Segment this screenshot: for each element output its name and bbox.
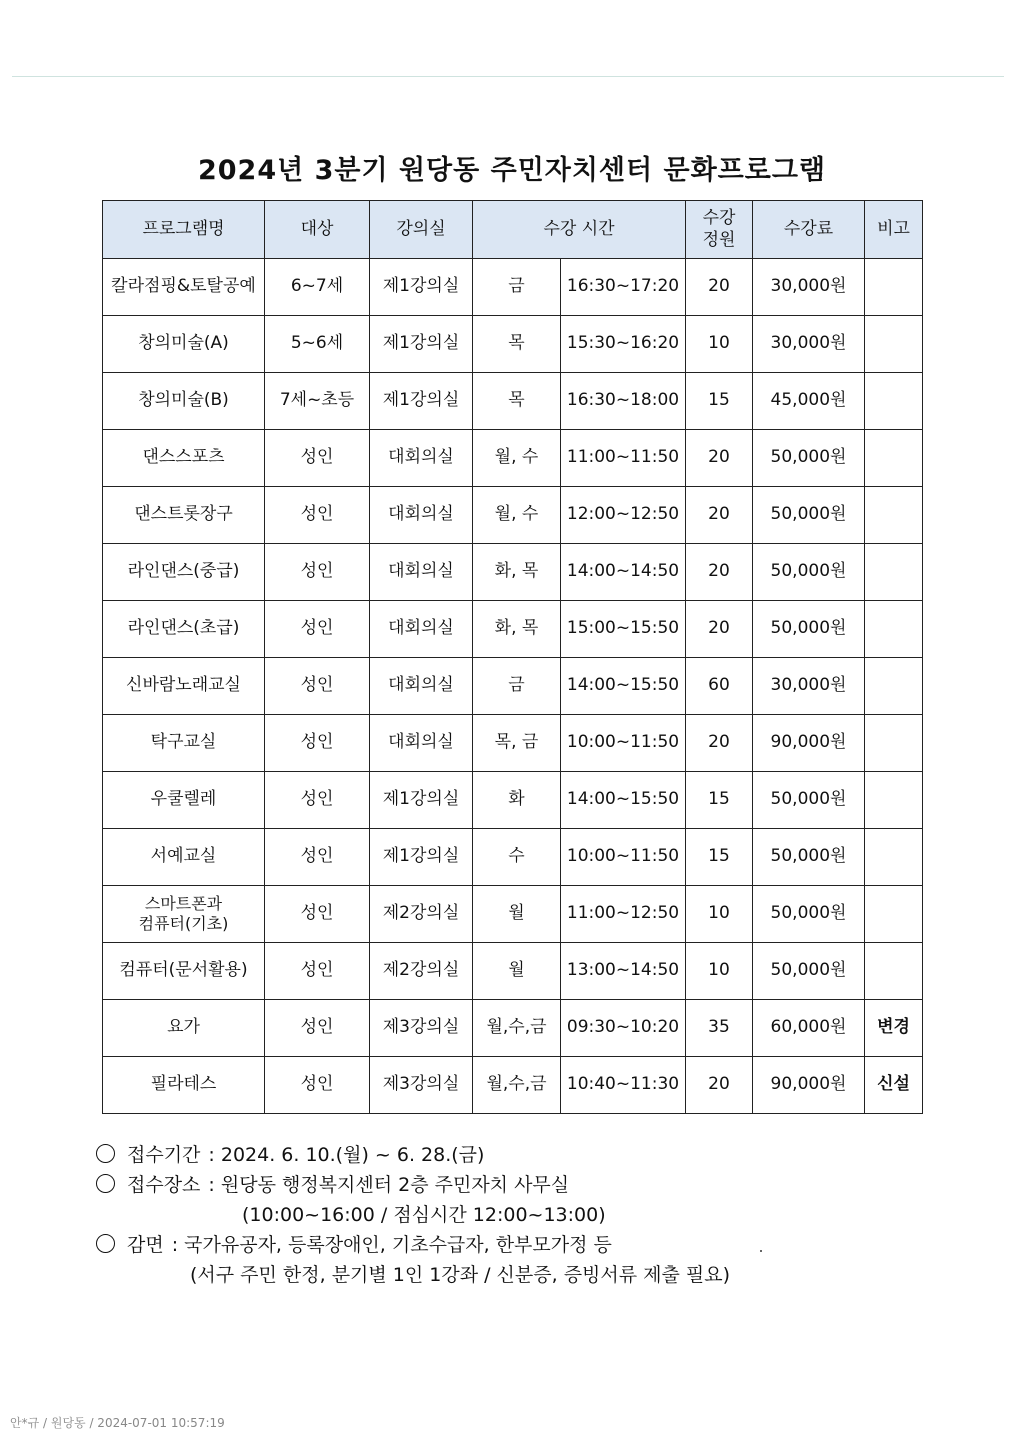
cell-target: 성인: [265, 943, 370, 1000]
cell-fee: 50,000원: [753, 544, 865, 601]
cell-room: 제1강의실: [370, 259, 473, 316]
cell-time: 09:30~10:20: [561, 1000, 686, 1057]
cell-fee: 50,000원: [753, 772, 865, 829]
top-rule: [12, 76, 1004, 77]
cell-capacity: 10: [686, 316, 753, 373]
header-time: 수강 시간: [473, 201, 686, 259]
note-discount-label: 감면: [127, 1234, 164, 1256]
cell-note: [865, 259, 923, 316]
cell-capacity: 15: [686, 772, 753, 829]
cell-room: 제3강의실: [370, 1000, 473, 1057]
cell-target: 성인: [265, 715, 370, 772]
cell-time: 10:00~11:50: [561, 829, 686, 886]
cell-name: 신바람노래교실: [103, 658, 265, 715]
cell-note: [865, 772, 923, 829]
table-row: [103, 943, 923, 1000]
cell-room: 대회의실: [370, 487, 473, 544]
table-row: [103, 886, 923, 943]
table-row: [103, 316, 923, 373]
cell-day: 목: [473, 373, 561, 430]
table-row: [103, 487, 923, 544]
cell-name: 창의미술(B): [103, 373, 265, 430]
cell-day: 월: [473, 886, 561, 943]
cell-time: 13:00~14:50: [561, 943, 686, 1000]
page-title: 2024년 3분기 원당동 주민자치센터 문화프로그램: [197, 155, 826, 186]
cell-note: [865, 715, 923, 772]
cell-fee: 30,000원: [753, 316, 865, 373]
cell-time: 12:00~12:50: [561, 487, 686, 544]
cell-fee: 50,000원: [753, 487, 865, 544]
cell-room: 제2강의실: [370, 943, 473, 1000]
cell-target: 성인: [265, 1000, 370, 1057]
cell-day: 화, 목: [473, 544, 561, 601]
table-row: [103, 373, 923, 430]
table-row: [103, 601, 923, 658]
header-target: 대상: [265, 201, 370, 259]
cell-time: 14:00~15:50: [561, 772, 686, 829]
cell-name: 칼라점핑&토탈공예: [103, 259, 265, 316]
cell-room: 제1강의실: [370, 316, 473, 373]
cell-room: 대회의실: [370, 430, 473, 487]
cell-capacity: 35: [686, 1000, 753, 1057]
cell-room: 제1강의실: [370, 829, 473, 886]
cell-time: 10:40~11:30: [561, 1057, 686, 1114]
note-discount-detail: (서구 주민 한정, 분기별 1인 1강좌 / 신분증, 증빙서류 제출 필요): [190, 1264, 731, 1286]
cell-target: 성인: [265, 829, 370, 886]
circle-bullet-icon: [96, 1144, 115, 1163]
cell-room: 제1강의실: [370, 772, 473, 829]
cell-note: 변경: [865, 1000, 923, 1057]
table-row: [103, 259, 923, 316]
cell-target: 성인: [265, 772, 370, 829]
cell-note: [865, 544, 923, 601]
cell-note: [865, 487, 923, 544]
cell-name: 서예교실: [103, 829, 265, 886]
cell-target: 성인: [265, 430, 370, 487]
cell-name: 컴퓨터(문서활용): [103, 943, 265, 1000]
note-period-value: : 2024. 6. 10.(월) ~ 6. 28.(금): [208, 1144, 485, 1166]
table-row: [103, 430, 923, 487]
circle-bullet-icon: [96, 1174, 115, 1193]
cell-fee: 90,000원: [753, 715, 865, 772]
cell-note: [865, 316, 923, 373]
cell-day: 월: [473, 943, 561, 1000]
cell-capacity: 20: [686, 544, 753, 601]
cell-time: 15:30~16:20: [561, 316, 686, 373]
cell-capacity: 20: [686, 430, 753, 487]
cell-capacity: 60: [686, 658, 753, 715]
cell-fee: 50,000원: [753, 829, 865, 886]
cell-day: 월, 수: [473, 487, 561, 544]
cell-target: 7세~초등: [265, 373, 370, 430]
cell-time: 11:00~12:50: [561, 886, 686, 943]
cell-capacity: 20: [686, 601, 753, 658]
cell-fee: 50,000원: [753, 943, 865, 1000]
cell-target: 성인: [265, 658, 370, 715]
cell-name: 댄스스포츠: [103, 430, 265, 487]
header-capacity: 수강 정원: [686, 201, 753, 259]
note-place-label: 접수장소: [127, 1174, 201, 1196]
note-place-value: : 원당동 행정복지센터 2층 주민자치 사무실: [208, 1174, 570, 1196]
cell-target: 성인: [265, 601, 370, 658]
table-header-row: [103, 201, 923, 259]
note-period: [94, 1140, 974, 1170]
header-program-name: 프로그램명: [103, 201, 265, 259]
cell-day: 수: [473, 829, 561, 886]
cell-day: 목: [473, 316, 561, 373]
header-room: 강의실: [370, 201, 473, 259]
cell-capacity: 10: [686, 886, 753, 943]
cell-target: 성인: [265, 544, 370, 601]
cell-capacity: 20: [686, 1057, 753, 1114]
cell-name: 스마트폰과 컴퓨터(기초): [103, 886, 265, 943]
cell-day: 월,수,금: [473, 1057, 561, 1114]
cell-capacity: 15: [686, 829, 753, 886]
table-row: [103, 829, 923, 886]
cell-day: 월, 수: [473, 430, 561, 487]
table-row: [103, 1057, 923, 1114]
table-row: [103, 544, 923, 601]
cell-day: 금: [473, 259, 561, 316]
cell-day: 목, 금: [473, 715, 561, 772]
note-period-label: 접수기간: [127, 1144, 201, 1166]
cell-note: 신설: [865, 1057, 923, 1114]
footer-stamp: 안*규 / 원당동 / 2024-07-01 10:57:19: [10, 1416, 225, 1430]
cell-target: 5~6세: [265, 316, 370, 373]
table-row: [103, 715, 923, 772]
cell-time: 11:00~11:50: [561, 430, 686, 487]
circle-bullet-icon: [96, 1234, 115, 1253]
cell-fee: 60,000원: [753, 1000, 865, 1057]
note-place-hours: (10:00~16:00 / 점심시간 12:00~13:00): [242, 1204, 606, 1226]
note-place: [94, 1170, 974, 1200]
table-body: [103, 259, 923, 1114]
cell-name: 우쿨렐레: [103, 772, 265, 829]
cell-fee: 30,000원: [753, 658, 865, 715]
cell-time: 15:00~15:50: [561, 601, 686, 658]
cell-time: 14:00~14:50: [561, 544, 686, 601]
cell-fee: 50,000원: [753, 601, 865, 658]
cell-room: 대회의실: [370, 658, 473, 715]
cell-room: 대회의실: [370, 715, 473, 772]
cell-fee: 45,000원: [753, 373, 865, 430]
cell-note: [865, 373, 923, 430]
cell-note: [865, 601, 923, 658]
cell-room: 대회의실: [370, 544, 473, 601]
header-fee: 수강료: [753, 201, 865, 259]
cell-room: 제1강의실: [370, 373, 473, 430]
cell-note: [865, 829, 923, 886]
header-note: 비고: [865, 201, 923, 259]
cell-time: 16:30~18:00: [561, 373, 686, 430]
cell-time: 14:00~15:50: [561, 658, 686, 715]
cell-target: 성인: [265, 487, 370, 544]
cell-day: 화: [473, 772, 561, 829]
cell-time: 10:00~11:50: [561, 715, 686, 772]
cell-name: 창의미술(A): [103, 316, 265, 373]
cell-name: 탁구교실: [103, 715, 265, 772]
cell-name: 라인댄스(초급): [103, 601, 265, 658]
cell-note: [865, 943, 923, 1000]
cell-time: 16:30~17:20: [561, 259, 686, 316]
cell-name: 라인댄스(중급): [103, 544, 265, 601]
cell-fee: 50,000원: [753, 430, 865, 487]
cell-room: 제3강의실: [370, 1057, 473, 1114]
cell-capacity: 20: [686, 715, 753, 772]
cell-day: 금: [473, 658, 561, 715]
cell-room: 대회의실: [370, 601, 473, 658]
cell-capacity: 15: [686, 373, 753, 430]
cell-capacity: 20: [686, 487, 753, 544]
cell-target: 성인: [265, 1057, 370, 1114]
table-row: [103, 1000, 923, 1057]
cell-fee: 50,000원: [753, 886, 865, 943]
cell-name: 요가: [103, 1000, 265, 1057]
cell-room: 제2강의실: [370, 886, 473, 943]
cell-name: 필라테스: [103, 1057, 265, 1114]
notes-section: [94, 1140, 974, 1290]
table-row: [103, 772, 923, 829]
cell-target: 6~7세: [265, 259, 370, 316]
program-table: [102, 200, 923, 1114]
cell-day: 화, 목: [473, 601, 561, 658]
scan-speck: [760, 1250, 762, 1252]
table-row: [103, 658, 923, 715]
cell-capacity: 10: [686, 943, 753, 1000]
cell-fee: 90,000원: [753, 1057, 865, 1114]
cell-day: 월,수,금: [473, 1000, 561, 1057]
cell-capacity: 20: [686, 259, 753, 316]
cell-name: 댄스트롯장구: [103, 487, 265, 544]
note-discount: [94, 1230, 974, 1260]
cell-fee: 30,000원: [753, 259, 865, 316]
cell-note: [865, 430, 923, 487]
cell-target: 성인: [265, 886, 370, 943]
cell-note: [865, 658, 923, 715]
cell-note: [865, 886, 923, 943]
note-discount-value: : 국가유공자, 등록장애인, 기초수급자, 한부모가정 등: [171, 1234, 612, 1256]
